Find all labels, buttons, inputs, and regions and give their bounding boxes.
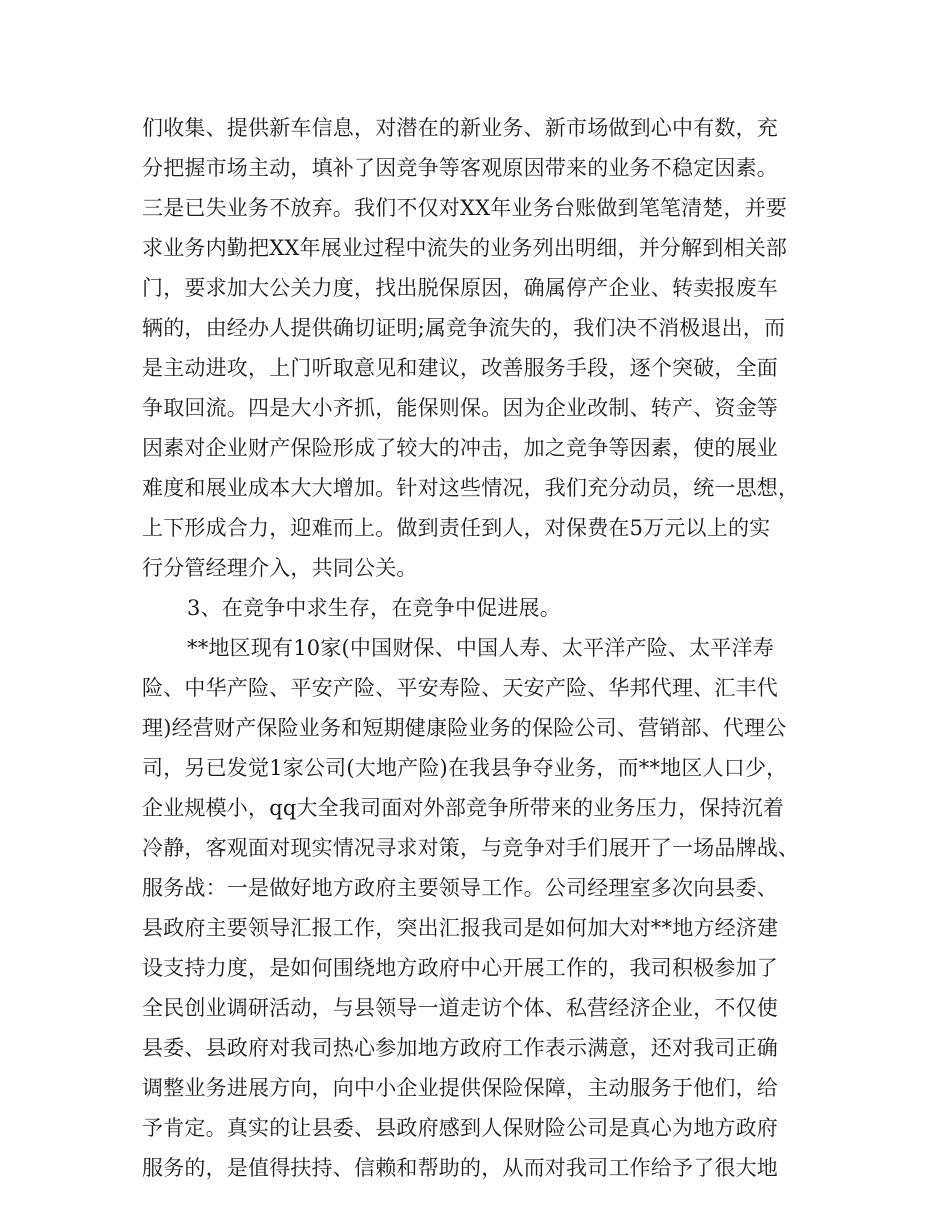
text-line: 们收集、提供新车信息，对潜在的新业务、新市场做到心中有数，充 [142, 116, 778, 140]
text-line: 理)经营财产保险业务和短期健康险业务的保险公司、营销部、代理公 [142, 716, 787, 740]
text-line: 三是已失业务不放弃。我们不仅对XX年业务台账做到笔笔清楚，并要 [142, 196, 788, 220]
text-line: 司，另已发觉1家公司(大地产险)在我县争夺业务，而**地区人口少， [142, 756, 788, 780]
text-line: 服务战：一是做好地方政府主要领导工作。公司经理室多次向县委、 [142, 876, 778, 900]
text-line: 是主动进攻，上门听取意见和建议，改善服务手段，逐个突破，全面 [142, 356, 778, 380]
text-line: 难度和展业成本大大增加。针对这些情况，我们充分动员，统一思想， [142, 476, 800, 500]
text-line: 辆的，由经办人提供确切证明;属竞争流失的，我们决不消极退出，而 [142, 316, 786, 340]
text-line: 调整业务进展方向，向中小企业提供保险保障，主动服务于他们，给 [142, 1076, 778, 1100]
text-line: 全民创业调研活动，与县领导一道走访个体、私营经济企业，不仅使 [142, 996, 778, 1020]
text-line: 予肯定。真实的让县委、县政府感到人保财险公司是真心为地方政府 [142, 1116, 778, 1140]
text-line: 争取回流。四是大小齐抓，能保则保。因为企业改制、转产、资金等 [142, 396, 778, 420]
text-line: 冷静，客观面对现实情况寻求对策，与竞争对手们展开了一场品牌战、 [142, 836, 800, 860]
text-line: 县委、县政府对我司热心参加地方政府工作表示满意，还对我司正确 [142, 1036, 778, 1060]
section-heading: 3、在竞争中求生存，在竞争中促进展。 [187, 596, 561, 620]
text-line: 求业务内勤把XX年展业过程中流失的业务列出明细，并分解到相关部 [142, 236, 788, 260]
text-line: 险、中华产险、平安产险、平安寿险、天安产险、华邦代理、汇丰代 [142, 676, 778, 700]
text-line: 设支持力度，是如何围绕地方政府中心开展工作的，我司积极参加了 [142, 956, 778, 980]
text-line: 企业规模小，qq大全我司面对外部竞争所带来的业务压力，保持沉着 [142, 796, 785, 820]
text-line: 服务的，是值得扶持、信赖和帮助的，从而对我司工作给予了很大地 [142, 1156, 778, 1180]
body-text [142, 108, 812, 1188]
text-line: 因素对企业财产保险形成了较大的冲击，加之竞争等因素，使的展业 [142, 436, 778, 460]
text-line: 县政府主要领导汇报工作，突出汇报我司是如何加大对**地方经济建 [142, 916, 779, 940]
text-line: 行分管经理介入，共同公关。 [142, 556, 418, 580]
text-line: 分把握市场主动，填补了因竞争等客观原因带来的业务不稳定因素。 [142, 156, 778, 180]
paragraph-start: **地区现有10家(中国财保、中国人寿、太平洋产险、太平洋寿 [187, 636, 774, 660]
text-line: 上下形成合力，迎难而上。做到责任到人，对保费在5万元以上的实 [142, 516, 771, 540]
text-line: 门，要求加大公关力度，找出脱保原因，确属停产企业、转卖报废车 [142, 276, 778, 300]
